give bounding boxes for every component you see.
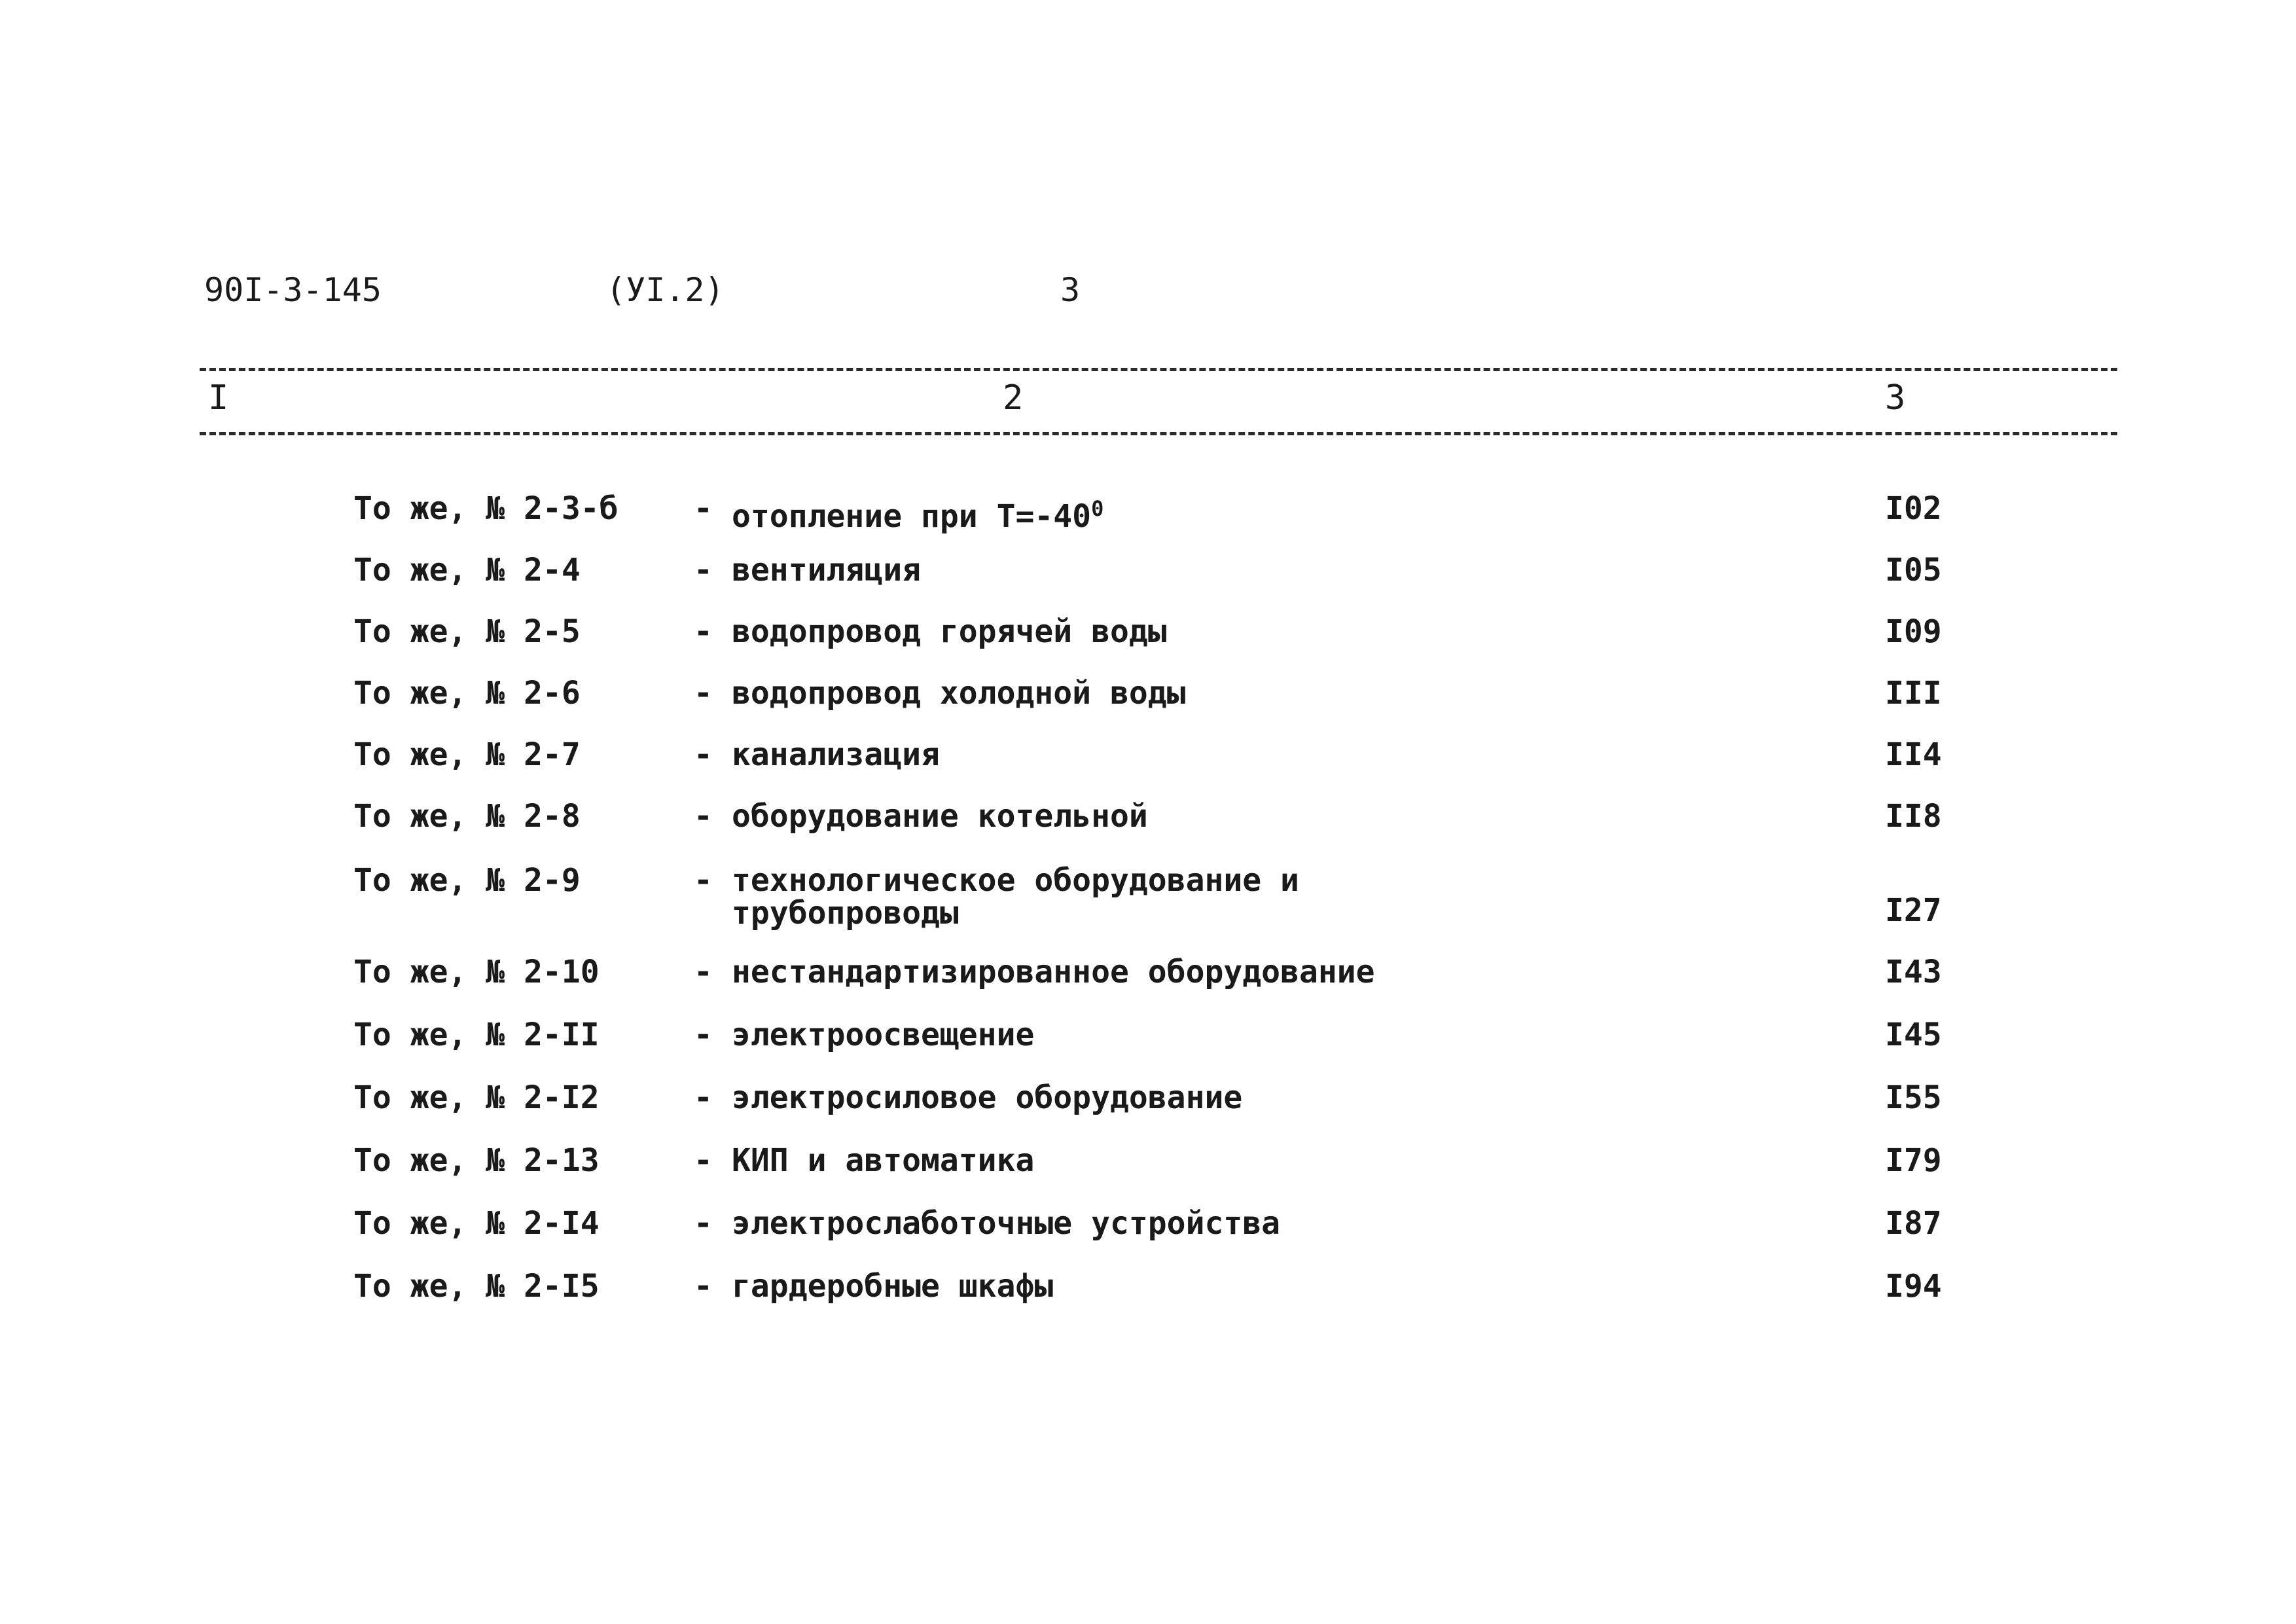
column-header-1: I xyxy=(208,378,229,418)
row-reference: То же, № 2-7 xyxy=(353,736,581,773)
column-header-3: 3 xyxy=(1885,378,1906,418)
row-page: I43 xyxy=(1885,954,1942,990)
table-row xyxy=(0,1144,2296,1203)
row-dash: - xyxy=(694,862,713,899)
row-dash: - xyxy=(694,736,713,773)
row-description xyxy=(732,492,1713,533)
table-header-bottom-rule xyxy=(200,432,2117,435)
row-page: I79 xyxy=(1885,1142,1942,1179)
row-dash: - xyxy=(694,1079,713,1116)
row-reference: То же, № 2-I4 xyxy=(353,1205,600,1242)
row-dash: - xyxy=(694,1268,713,1305)
row-reference: То же, № 2-6 xyxy=(353,675,581,712)
row-reference: То же, № 2-9 xyxy=(353,862,581,899)
table-row xyxy=(0,956,2296,1015)
table-row xyxy=(0,1207,2296,1266)
row-description: электрослаботочные устройства xyxy=(732,1205,1281,1242)
table-row xyxy=(0,864,2296,956)
row-dash: - xyxy=(694,1017,713,1053)
row-description: водопровод холодной воды xyxy=(732,675,1186,712)
row-description: электроосвещение xyxy=(732,1017,1035,1053)
row-description: технологическое оборудование и трубопроводы xyxy=(732,862,1299,931)
row-page: II4 xyxy=(1885,736,1942,773)
row-dash: - xyxy=(694,552,713,588)
row-description: электросиловое оборудование xyxy=(732,1079,1243,1116)
document-code: 90I-3-145 xyxy=(204,271,382,309)
row-description: нестандартизированное оборудование xyxy=(732,954,1375,990)
table-row xyxy=(0,1081,2296,1140)
table-row xyxy=(0,492,2296,551)
row-page: I87 xyxy=(1885,1205,1942,1242)
row-page: I27 xyxy=(1885,892,1942,929)
row-dash: - xyxy=(694,1205,713,1242)
row-description: гардеробные шкафы xyxy=(732,1268,1054,1305)
page-number: 3 xyxy=(1060,271,1081,309)
row-description: водопровод горячей воды xyxy=(732,613,1167,650)
row-reference: То же, № 2-10 xyxy=(353,954,600,990)
row-dash: - xyxy=(694,954,713,990)
row-reference: То же, № 2-I5 xyxy=(353,1268,600,1305)
table-row xyxy=(0,738,2296,797)
table-top-rule xyxy=(200,368,2117,371)
table-row xyxy=(0,800,2296,859)
row-reference: То же, № 2-4 xyxy=(353,552,581,588)
row-dash: - xyxy=(694,675,713,712)
row-page: III xyxy=(1885,675,1942,712)
row-dash: - xyxy=(694,490,713,527)
row-dash: - xyxy=(694,613,713,650)
degree-superscript: 0 xyxy=(1091,496,1104,521)
table-row xyxy=(0,554,2296,613)
row-dash: - xyxy=(694,1142,713,1179)
row-page: II8 xyxy=(1885,798,1942,835)
row-page: I05 xyxy=(1885,552,1942,588)
table-row xyxy=(0,677,2296,736)
row-description: вентиляция xyxy=(732,552,921,588)
row-description: КИП и автоматика xyxy=(732,1142,1035,1179)
row-dash: - xyxy=(694,798,713,835)
row-reference: То же, № 2-13 xyxy=(353,1142,600,1179)
row-page: I09 xyxy=(1885,613,1942,650)
table-row xyxy=(0,1019,2296,1077)
row-reference: То же, № 2-II xyxy=(353,1017,600,1053)
row-reference: То же, № 2-I2 xyxy=(353,1079,600,1116)
row-page: I02 xyxy=(1885,490,1942,527)
row-description: оборудование котельной xyxy=(732,798,1148,835)
document-section: (УI.2) xyxy=(606,271,725,309)
table-row xyxy=(0,615,2296,674)
row-reference: То же, № 2-8 xyxy=(353,798,581,835)
row-page: I55 xyxy=(1885,1079,1942,1116)
row-description: канализация xyxy=(732,736,940,773)
row-page: I94 xyxy=(1885,1268,1942,1305)
table-row xyxy=(0,1270,2296,1329)
row-description-text: отопление при Т=-40 xyxy=(732,498,1092,535)
row-reference: То же, № 2-5 xyxy=(353,613,581,650)
row-page: I45 xyxy=(1885,1017,1942,1053)
column-header-2: 2 xyxy=(1003,378,1024,418)
row-reference: То же, № 2-3-б xyxy=(353,490,619,527)
